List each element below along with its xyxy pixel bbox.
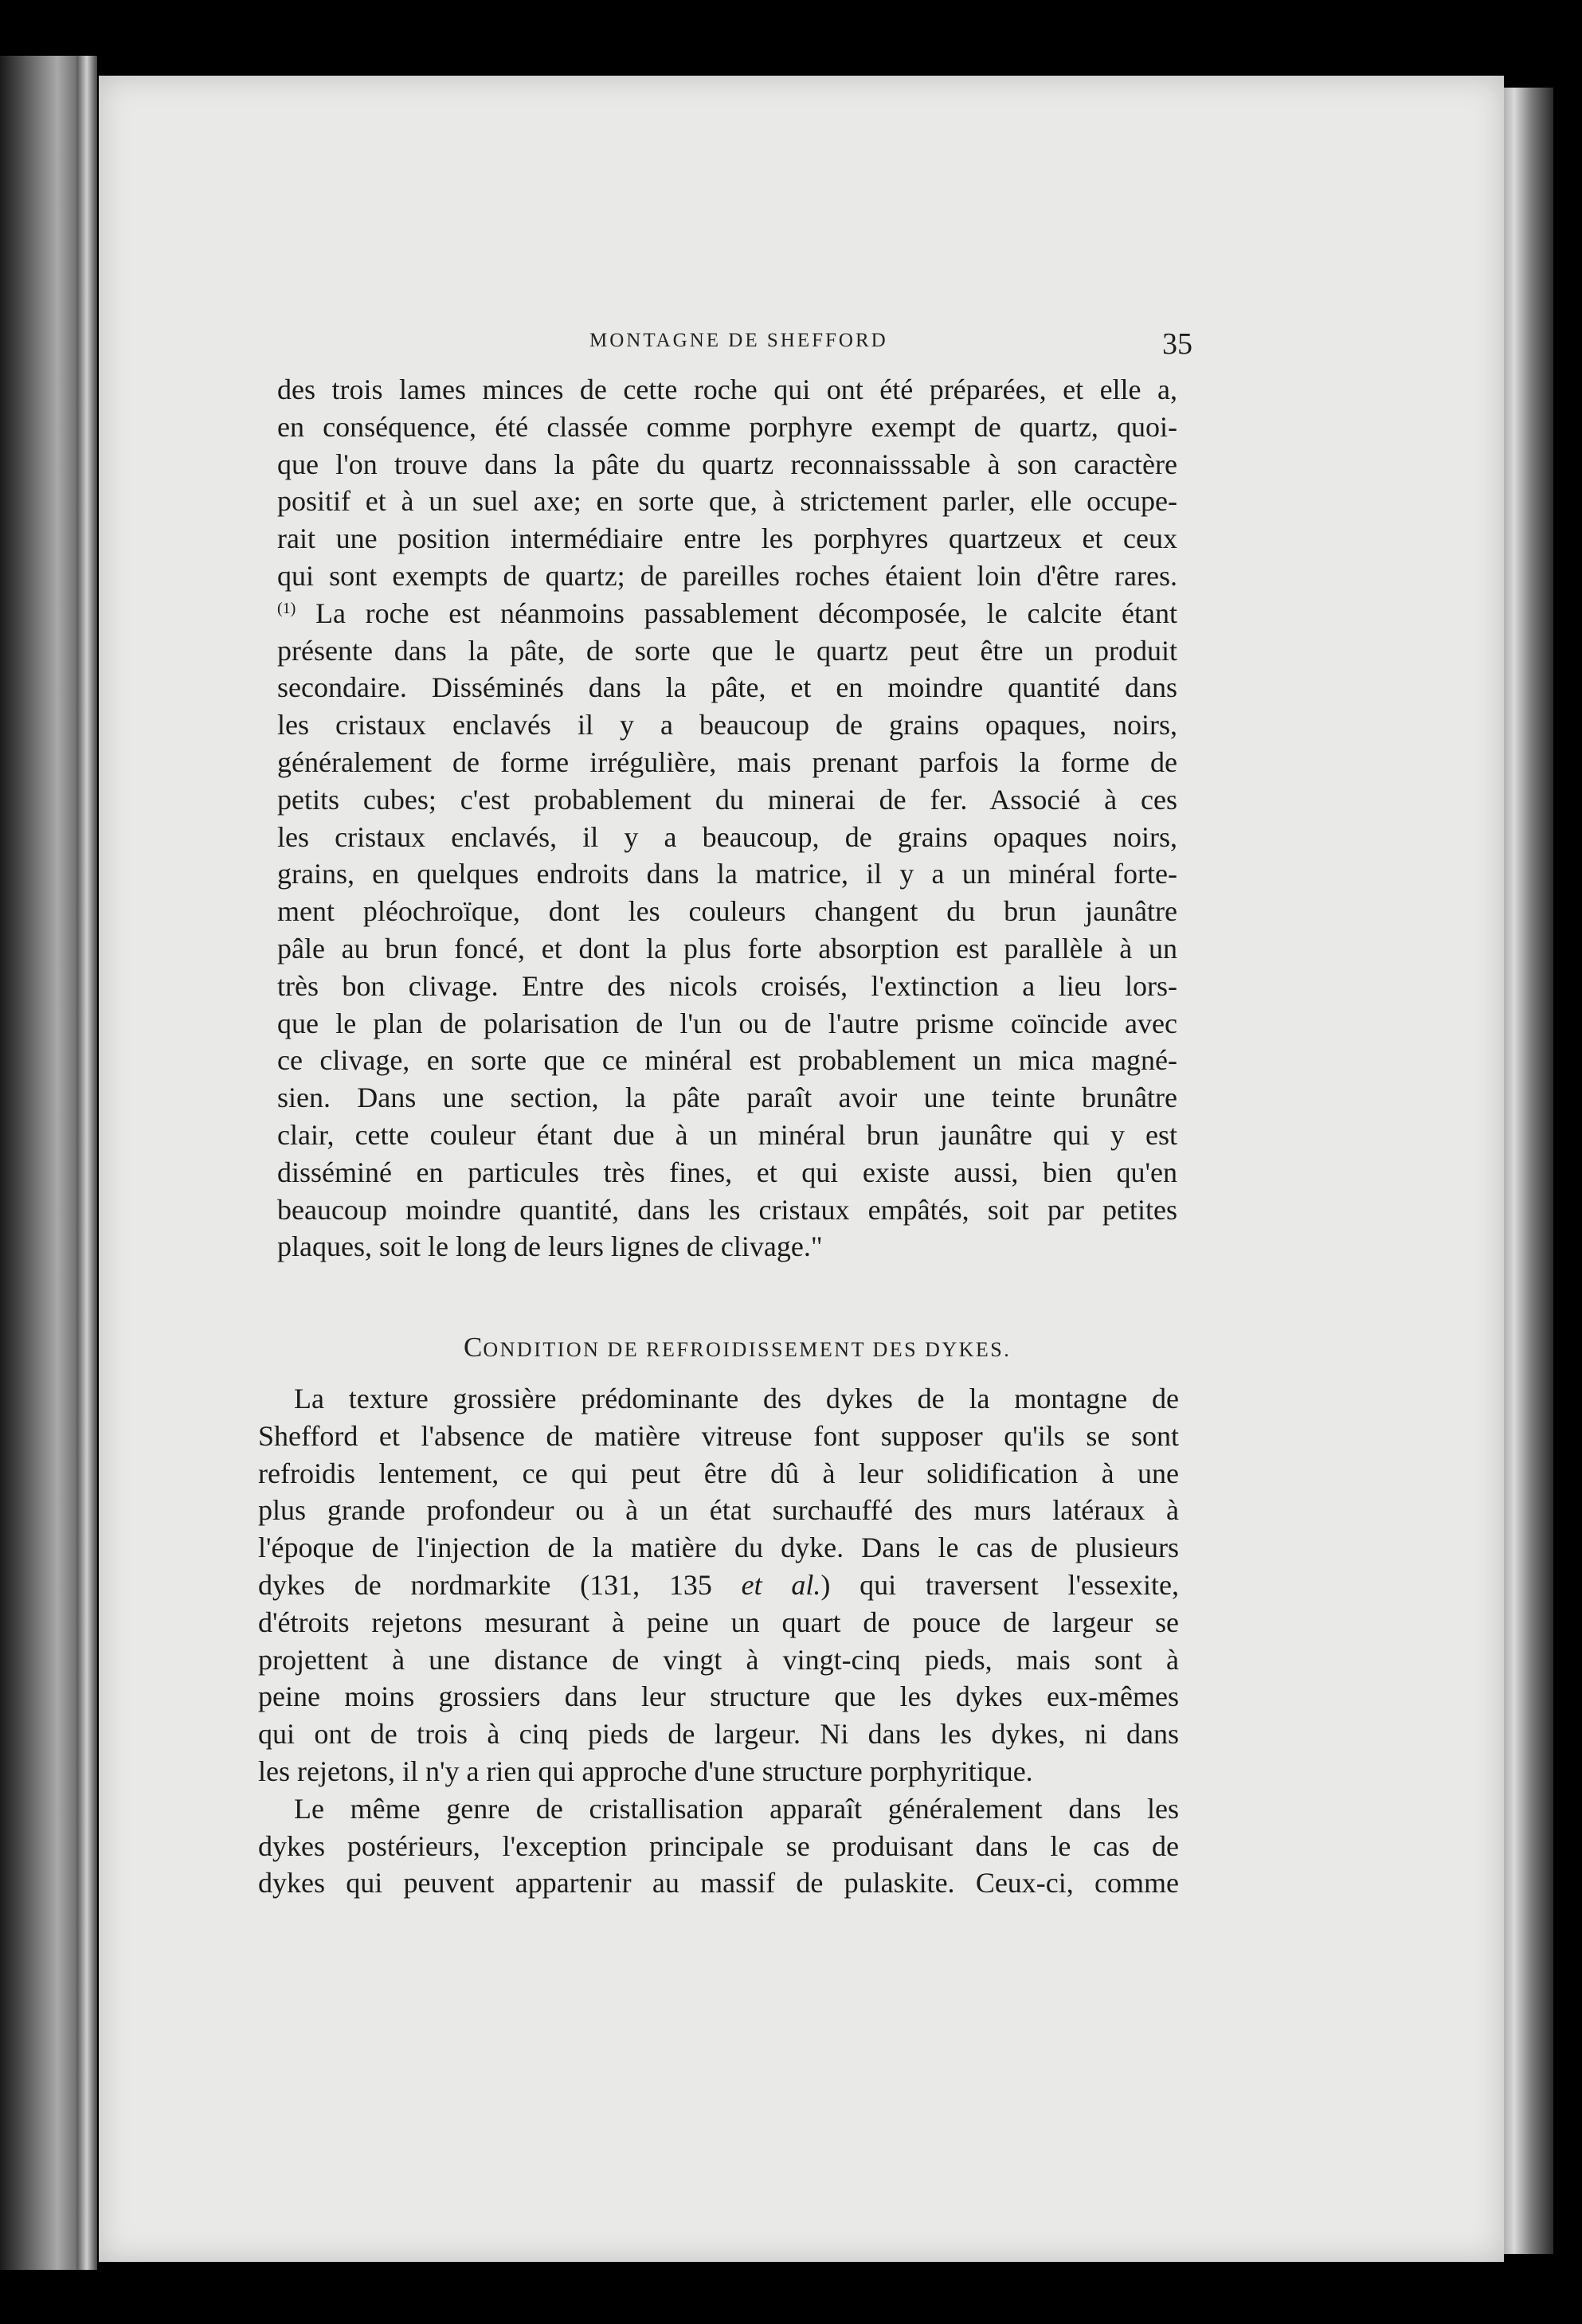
- paragraph-continuation: [277, 371, 1177, 1266]
- italic-span: et al.: [741, 1568, 821, 1601]
- running-head: MONTAGNE DE SHEFFORD: [589, 330, 888, 351]
- text-line: les cristaux enclavés il y a beaucoup de grains opaques, noirs,: [277, 709, 1177, 741]
- text-line: d'étroits rejetons mesurant à peine un quart de pouce de largeur se: [258, 1606, 1179, 1638]
- book-right-page-edge: [1498, 88, 1553, 2254]
- book-spine-edge: [76, 56, 97, 2270]
- text-line: rait une position intermédiaire entre les porphyres quartzeux et ceux: [277, 522, 1177, 555]
- text-line: Shefford et l'absence de matière vitreuse font supposer qu'ils se sont: [258, 1419, 1179, 1452]
- text-line: que l'on trouve dans la pâte du quartz reconnaisssable à son caractère: [277, 448, 1177, 480]
- text-line: petits cubes; c'est probablement du minerai de fer. Associé à ces: [277, 783, 1177, 816]
- heading-initial: C: [464, 1332, 484, 1363]
- text-line: secondaire. Disséminés dans la pâte, et en moindre quantité dans: [277, 671, 1177, 704]
- text-line: peine moins grossiers dans leur structure que les dykes eux-mêmes: [258, 1680, 1179, 1713]
- text-span: ) qui traversent l'essexite,: [820, 1568, 1179, 1601]
- text-line: sien. Dans une section, la pâte paraît avoir une teinte brunâtre: [277, 1082, 1177, 1114]
- text-line: dykes postérieurs, l'exception principale se produisant dans le cas de: [258, 1829, 1179, 1862]
- text-line: beaucoup moindre quantité, dans les cristaux empâtés, soit par petites: [277, 1193, 1177, 1226]
- text-line: Le même genre de cristallisation apparaît généralement dans les: [294, 1792, 1179, 1825]
- text-line: l'époque de l'injection de la matière du dyke. Dans le cas de plusieurs: [258, 1532, 1179, 1564]
- text-line: en conséquence, été classée comme porphyre exempt de quartz, quoi-: [277, 410, 1177, 443]
- text-line: pâle au brun foncé, et dont la plus forte absorption est parallèle à un: [277, 932, 1177, 964]
- section-heading: [464, 1332, 1011, 1363]
- text-line: [277, 595, 1177, 632]
- text-line: très bon clivage. Entre des nicols croisés, l'extinction a lieu lors-: [277, 969, 1177, 1002]
- heading-text: ONDITION DE REFROIDISSEMENT DES DYKES.: [483, 1338, 1012, 1361]
- text-line: ce clivage, en sorte que ce minéral est probablement un mica magné-: [277, 1044, 1177, 1077]
- page-number: 35: [1162, 327, 1192, 361]
- text-span: dykes de nordmarkite (131, 135: [258, 1568, 742, 1601]
- text-line: qui ont de trois à cinq pieds de largeur. Ni dans les dykes, ni dans: [258, 1718, 1179, 1751]
- text-line: des trois lames minces de cette roche qui ont été préparées, et elle a,: [277, 374, 1177, 405]
- text-line: les cristaux enclavés, il y a beaucoup, de grains opaques noirs,: [277, 820, 1177, 853]
- text-line: les rejetons, il n'y a rien qui approche d'une structure porphyritique.: [258, 1755, 1033, 1787]
- text-line: plaques, soit le long de leurs lignes de clivage.": [277, 1230, 823, 1263]
- text-span: La roche est néanmoins passablement décomposée, le calcite étant: [315, 597, 1178, 629]
- text-line: ment pléochroïque, dont les couleurs changent du brun jaunâtre: [277, 895, 1177, 928]
- text-line: grains, en quelques endroits dans la matrice, il y a un minéral forte-: [277, 858, 1177, 890]
- text-line: clair, cette couleur étant due à un minéral brun jaunâtre qui y est: [277, 1118, 1177, 1151]
- text-line: La texture grossière prédominante des dykes de la montagne de: [294, 1383, 1179, 1414]
- text-line: généralement de forme irrégulière, mais prenant parfois la forme de: [277, 745, 1177, 778]
- footnote-marker: (1): [277, 599, 296, 617]
- text-line: dykes qui peuvent appartenir au massif de pulaskite. Ceux-ci, comme: [258, 1867, 1179, 1899]
- text-line: présente dans la pâte, de sorte que le quartz peut être un produit: [277, 634, 1177, 667]
- text-line: refroidis lentement, ce qui peut être dû à leur solidification à une: [258, 1457, 1179, 1489]
- section-body: [258, 1380, 1179, 1902]
- text-line: projettent à une distance de vingt à vingt-cinq pieds, mais sont à: [258, 1643, 1179, 1676]
- text-line: positif et à un suel axe; en sorte que, à strictement parler, elle occupe-: [277, 485, 1177, 518]
- text-line: plus grande profondeur ou à un état surchauffé des murs latéraux à: [258, 1494, 1179, 1527]
- text-line: qui sont exempts de quartz; de pareilles roches étaient loin d'être rares.: [277, 559, 1177, 592]
- text-line: [258, 1567, 1179, 1604]
- text-line: que le plan de polarisation de l'un ou de l'autre prisme coïncide avec: [277, 1007, 1177, 1039]
- text-line: disséminé en particules très fines, et qui existe aussi, bien qu'en: [277, 1156, 1177, 1188]
